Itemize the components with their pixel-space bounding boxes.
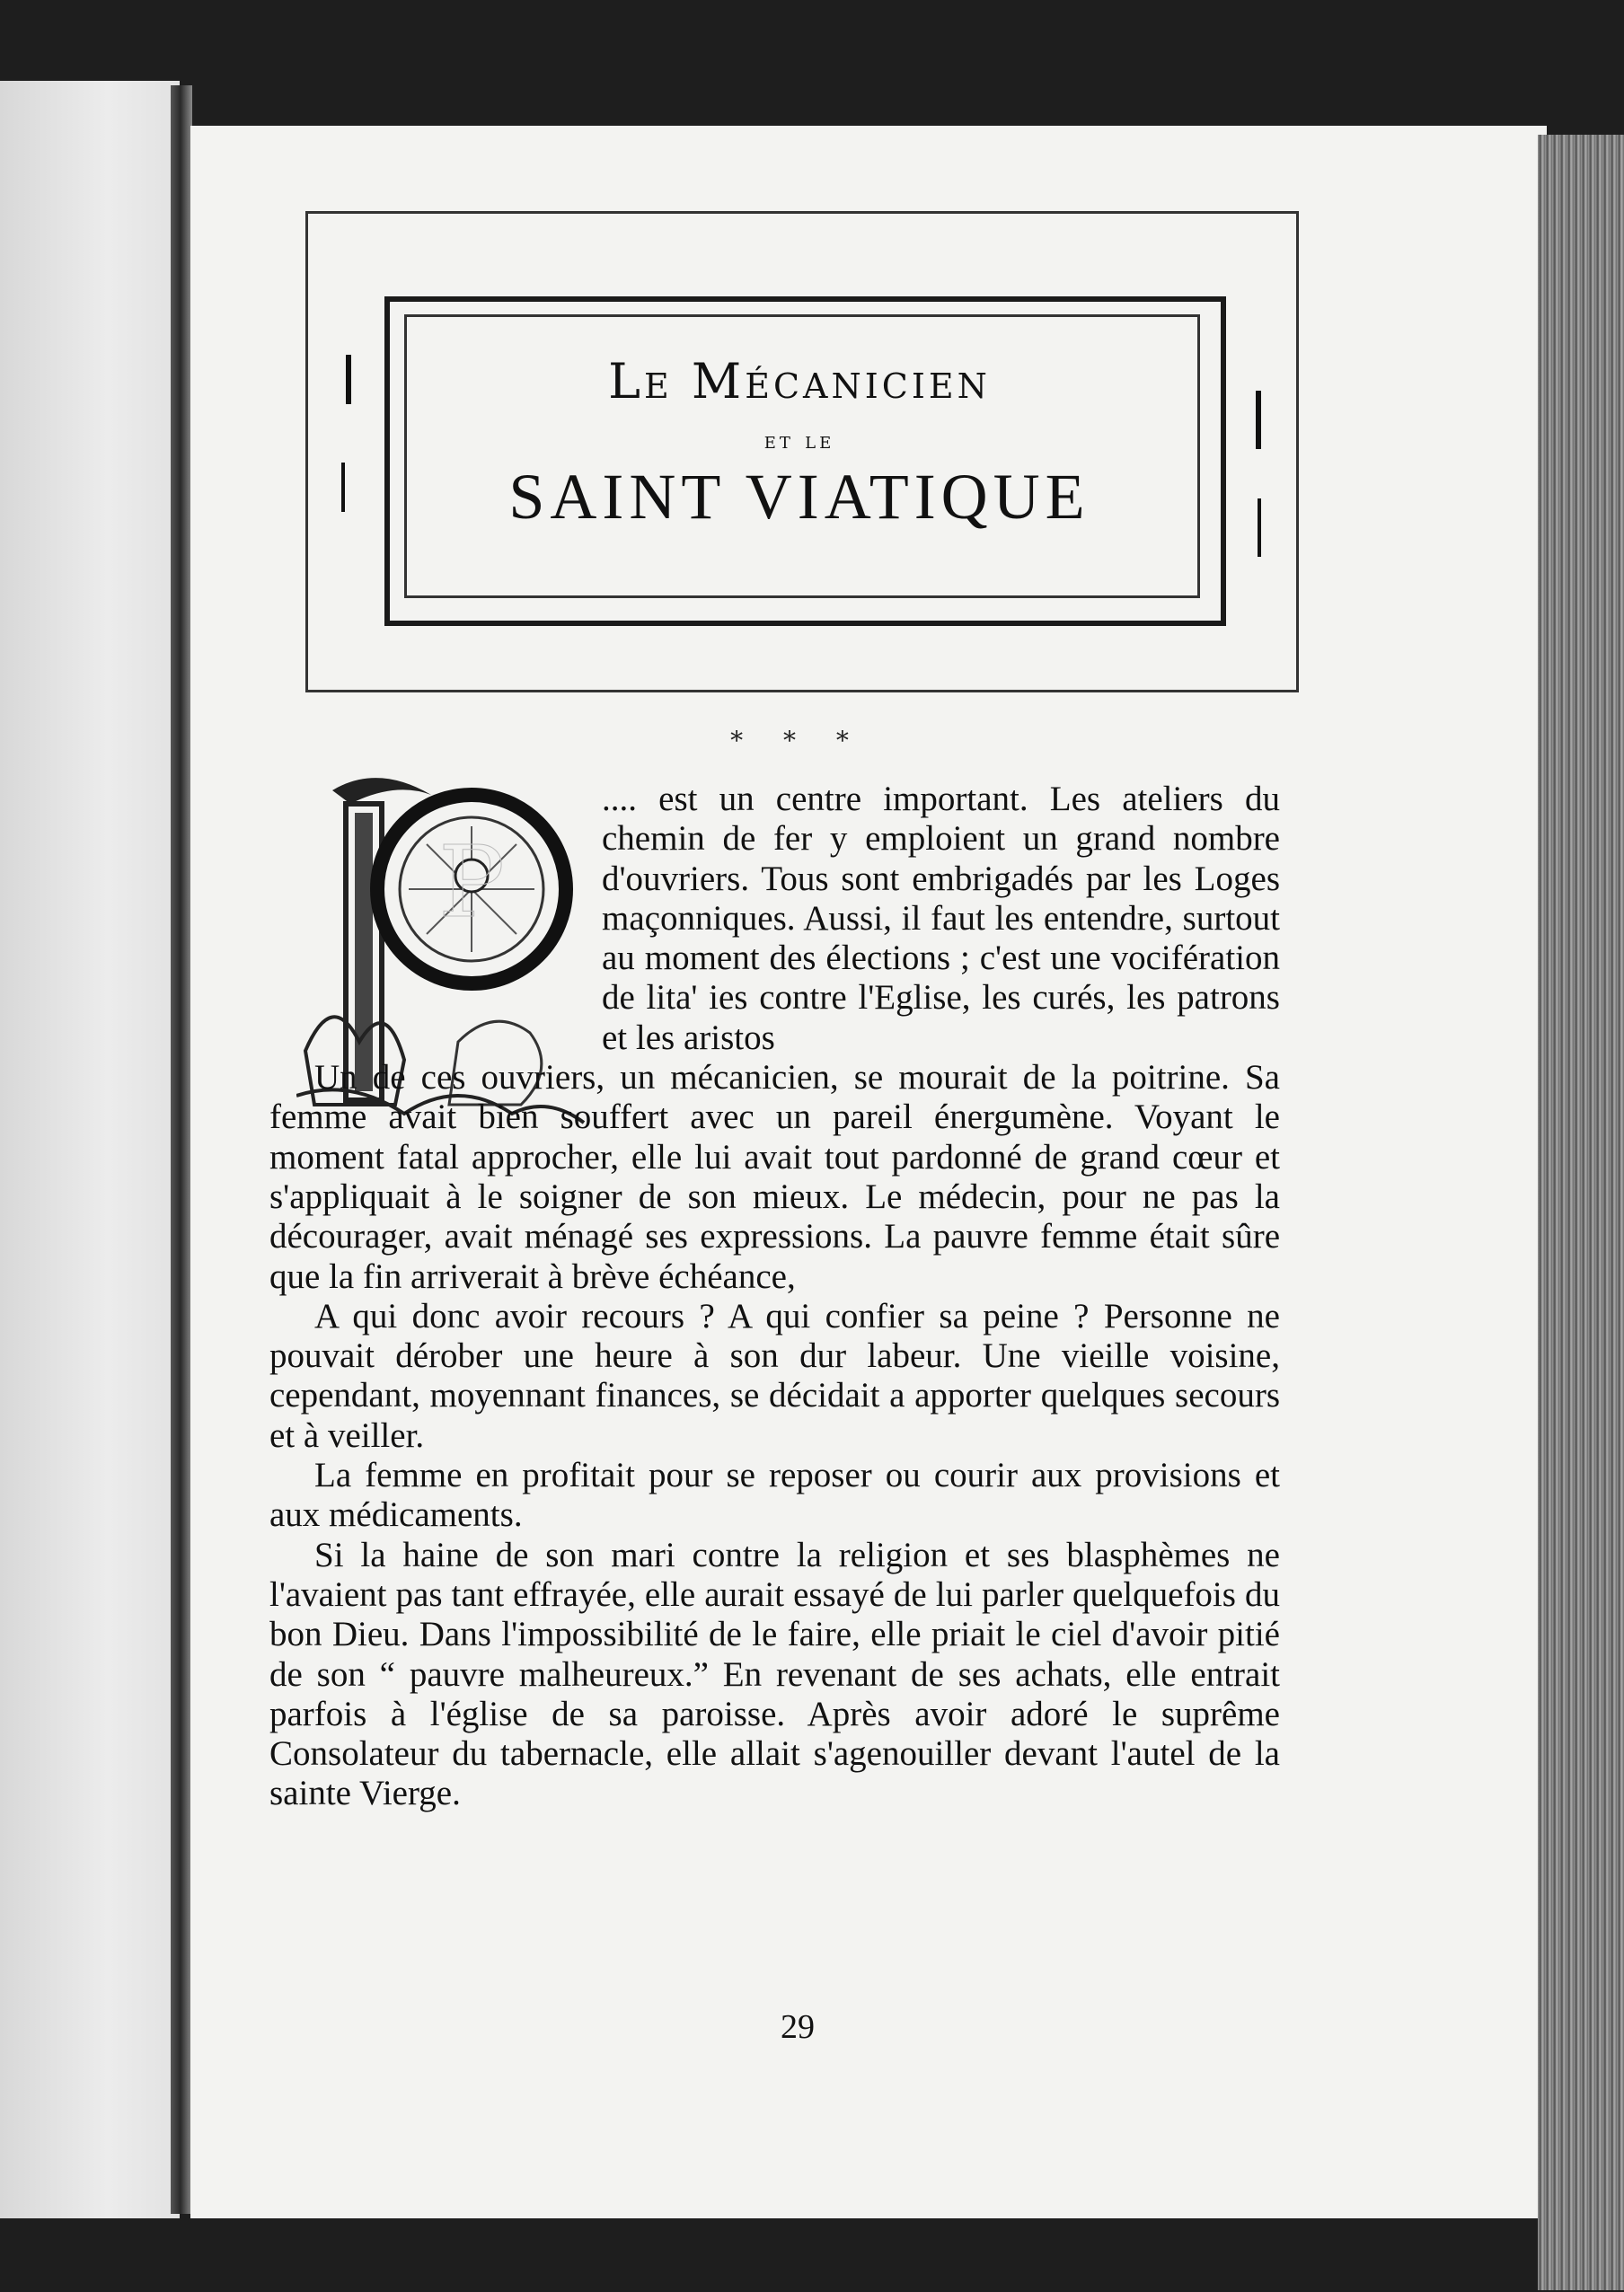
body-text <box>269 780 1280 1814</box>
section-ornament: * * * <box>730 726 865 755</box>
title-line-1: Le Mécanicien <box>608 353 991 410</box>
paragraph-2: Un de ces ouvriers, un mécanicien, se mourait de la poitrine. Sa femme avait bien souffert avec un pareil énergumène. Voyant le moment fatal approcher, elle lui avait tout pardonné de grand cœur et s'appliquait à le soigner de son mieux. Le médecin, pour ne pas la décourager, avait ménagé ses expressions. La pauvre femme était sûre que la fin arriverait à brève échéance, <box>269 1058 1280 1296</box>
frame-pin-left-bottom <box>341 463 345 512</box>
drop-cap-letter: P <box>437 824 506 939</box>
title-line-2: et le <box>763 428 835 455</box>
chapter-title <box>413 355 1186 534</box>
left-page <box>0 81 180 2218</box>
frame-pin-right-bottom <box>1258 498 1261 557</box>
page-number: 29 <box>781 2008 815 2046</box>
paragraph-3: A qui donc avoir recours ? A qui confier sa peine ? Personne ne pouvait dérober une heure à son dur labeur. Une vieille voisine, cependant, moyennant finances, se décidait a apporter quelques secours et à veiller. <box>269 1296 1280 1455</box>
paragraph-4: La femme en profitait pour se reposer ou courir aux provisions et aux médicaments. <box>269 1456 1280 1535</box>
frame-pin-left-top <box>346 355 351 404</box>
title-line-3: SAINT VIATIQUE <box>508 461 1090 533</box>
paragraph-1: .... est un centre important. Les ateliers du chemin de fer y emploient un grand nombre d'ouvriers. Tous sont embrigadés par les Loges maçonniques. Aussi, il faut les entendre, surtout au moment des élections ; c'est une vocifération de lita' ies contre l'Eglise, les curés, les patrons et les aristos <box>602 780 1280 1057</box>
paragraph-5: Si la haine de son mari contre la religion et ses blasphèmes ne l'avaient pas tant effrayée, elle aurait essayé de lui parler quelquefois du bon Dieu. Dans l'impossibilité de le faire, elle priait le ciel d'avoir pitié de son “ pauvre malheureux.” En revenant de ses achats, elle entrait parfois à l'église de sa paroisse. Après avoir adoré le suprême Consolateur du tabernacle, elle allait s'agenouiller devant l'autel de la sainte Vierge. <box>269 1535 1280 1813</box>
page-edges <box>1538 135 1624 2290</box>
frame-pin-right-top <box>1256 391 1261 449</box>
book-gutter <box>171 85 192 2214</box>
